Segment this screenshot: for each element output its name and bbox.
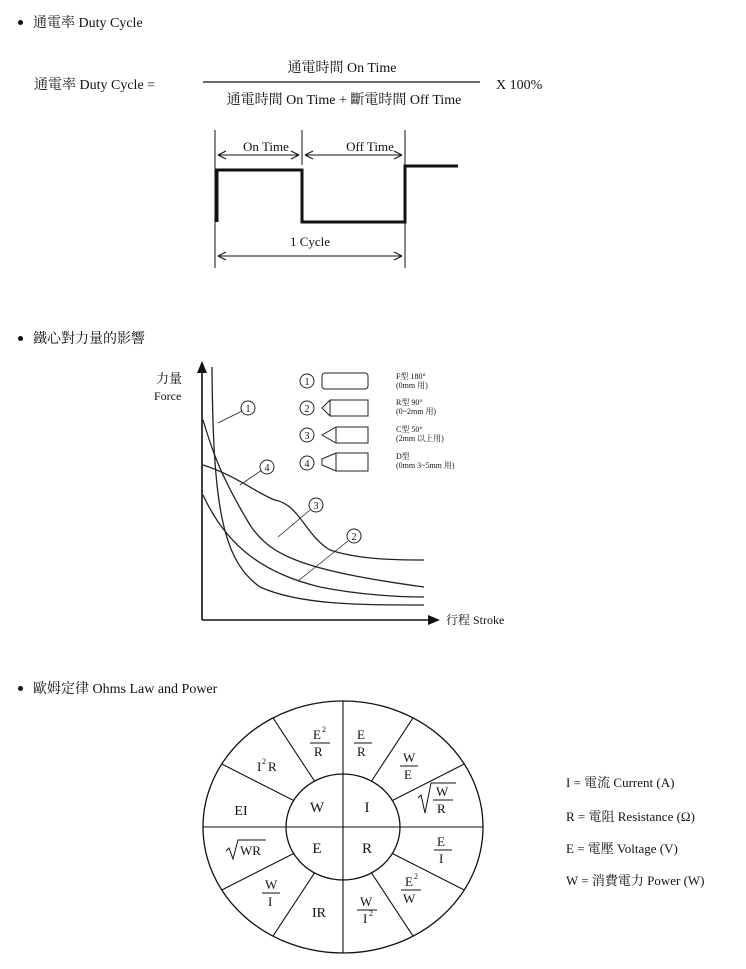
svg-text:F型 180°: F型 180° [396, 372, 426, 381]
off-time-label: Off Time [346, 139, 394, 154]
y-axis-arrow [197, 361, 207, 373]
formula-IR: IR [312, 906, 326, 921]
svg-text:R: R [268, 759, 277, 774]
svg-text:R: R [357, 744, 366, 759]
svg-text:D型: D型 [396, 452, 410, 461]
svg-text:W: W [360, 894, 373, 909]
legend-resistance: R = 電阻 Resistance (Ω) [566, 809, 695, 824]
formula-lhs: 通電率 Duty Cycle = [34, 78, 156, 93]
svg-text:(2mm 以上用): (2mm 以上用) [396, 434, 444, 443]
curve-label-4: 4 [264, 463, 270, 474]
svg-text:I: I [257, 759, 262, 774]
formula-sqrt-WR [226, 840, 266, 859]
svg-text:R: R [314, 744, 323, 759]
formula-W-over-E [400, 750, 418, 782]
svg-text:2: 2 [414, 872, 418, 881]
curve-label-2: 2 [351, 532, 357, 543]
ohms-law-heading [18, 678, 217, 698]
inner-R: R [361, 841, 373, 857]
ohms-law-heading-text: 歐姆定律 Ohms Law and Power [33, 682, 218, 697]
duty-cycle-formula [0, 0, 746, 285]
bullet-dot [18, 336, 23, 341]
svg-text:(0mm 3~5mm 用): (0mm 3~5mm 用) [396, 461, 455, 470]
formula-W-over-I [262, 877, 280, 909]
legend-power: W = 消費電力 Power (W) [566, 873, 705, 888]
formula-E-over-I [434, 834, 452, 866]
on-time-label: On Time [243, 139, 289, 154]
svg-text:E: E [405, 874, 413, 889]
y-label-en: Force [154, 389, 182, 403]
svg-text:I: I [363, 911, 368, 926]
svg-text:3: 3 [304, 431, 310, 442]
pulse-waveform [217, 166, 458, 222]
ohms-law-wheel [0, 699, 746, 969]
y-label-cn: 力量 [156, 371, 183, 386]
formula-E-over-R [354, 727, 372, 759]
plunger-4 [300, 451, 455, 471]
x-label: 行程 Stroke [446, 613, 505, 627]
svg-text:R型 90°: R型 90° [396, 398, 423, 407]
curve-4 [203, 465, 424, 560]
inner-E: E [312, 841, 322, 857]
plunger-3 [300, 424, 444, 443]
bullet-dot [18, 686, 23, 691]
formula-denominator: 通電時間 On Time + 斷電時間 Off Time [226, 93, 462, 108]
plunger-1 [300, 371, 428, 390]
formula-E2-over-W [401, 872, 421, 906]
plunger-heading-text: 鐵心對力量的影響 [33, 332, 145, 347]
svg-text:E: E [437, 834, 445, 849]
svg-text:1: 1 [304, 377, 310, 388]
svg-text:W: W [403, 891, 416, 906]
svg-text:I: I [268, 894, 273, 909]
wheel-dividers [203, 701, 483, 953]
force-stroke-chart [0, 355, 746, 655]
formula-EI: EI [234, 804, 248, 819]
formula-W-over-I2 [357, 894, 377, 926]
svg-text:R: R [437, 801, 446, 816]
svg-text:E: E [404, 767, 412, 782]
svg-text:I: I [439, 851, 444, 866]
svg-text:2: 2 [369, 909, 373, 918]
svg-text:C型 50°: C型 50° [396, 425, 423, 434]
curve-label-3: 3 [313, 501, 319, 512]
plunger-2 [300, 397, 436, 416]
inner-W: W [309, 800, 325, 816]
formula-sqrt-W-over-R [418, 783, 456, 816]
svg-text:(0~2mm 用): (0~2mm 用) [396, 407, 437, 416]
x-axis-arrow [428, 615, 440, 625]
svg-text:4: 4 [304, 459, 310, 470]
formula-E2-over-R [310, 725, 330, 759]
cycle-label: 1 Cycle [289, 234, 331, 249]
formula-I2R [257, 757, 277, 774]
svg-text:2: 2 [304, 404, 310, 415]
curve-label-1: 1 [245, 404, 251, 415]
svg-text:W: W [436, 784, 449, 799]
svg-text:2: 2 [262, 757, 266, 766]
svg-text:E: E [357, 727, 365, 742]
duty-cycle-heading-text: 通電率 Duty Cycle [33, 16, 143, 31]
svg-text:W: W [403, 750, 416, 765]
svg-text:E: E [313, 727, 321, 742]
inner-I: I [364, 800, 370, 816]
svg-text:(0mm 用): (0mm 用) [396, 381, 428, 390]
formula-multiplier: X 100% [496, 78, 543, 93]
legend-current: I = 電流 Current (A) [566, 775, 675, 790]
svg-text:2: 2 [322, 725, 326, 734]
formula-numerator: 通電時間 On Time [287, 61, 397, 76]
legend-voltage: E = 電壓 Voltage (V) [566, 841, 678, 856]
svg-text:W: W [265, 877, 278, 892]
plunger-heading [18, 328, 145, 348]
svg-text:WR: WR [240, 843, 261, 858]
